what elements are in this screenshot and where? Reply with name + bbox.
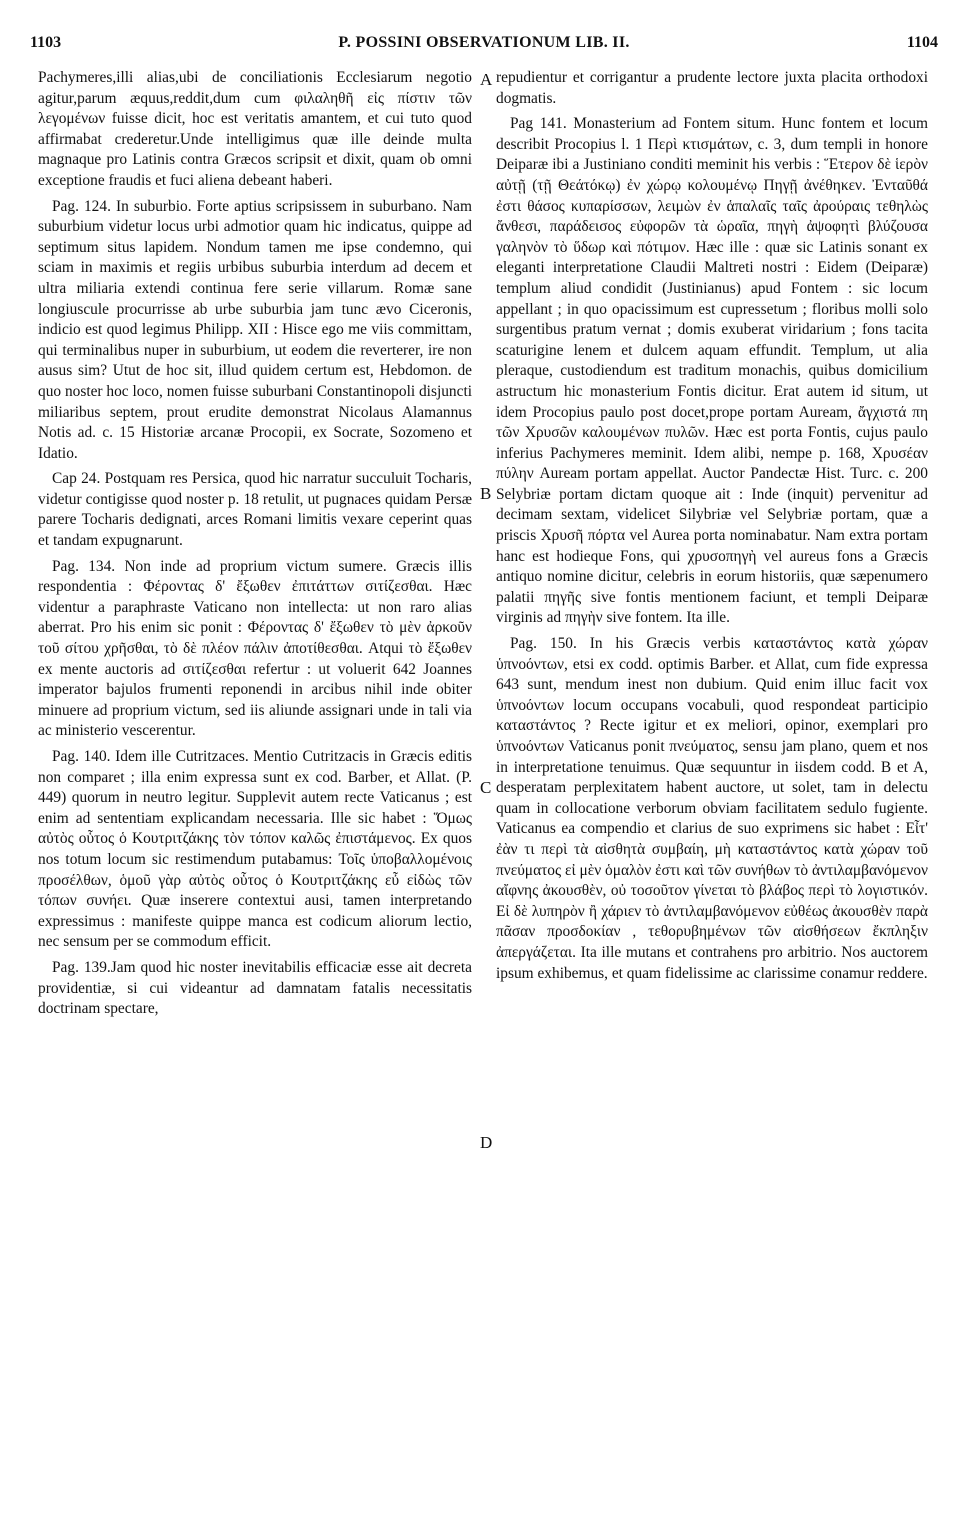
paragraph: Pag. 150. In his Græcis verbis καταστάντος κατὰ χώραν ὑπνοόντων, etsi ex codd. optimis Barber. et Allat, cum fide expressa 643 sunt, mendum inest non dubium. Quid enim illuc facit vox ὑπνοόντων locum occupans vocabuli, quod respondeat participio καταστάντος ? Recte igitur et ex meliori, opinor, exemplari pro ὑπνοόντων Vaticanus ponit πνεύματος, sensu jam plano, quem et nos in interpretatione tenuimus. Quæ sequuntur in iisdem codd. B et A, desperatam perplexitatem habent auctore, ut solet, tam in delectu quam in collocatione verborum obviam facilitatem sedulo fugiente. Vaticanus ea compendio et clarius de suo exprimens sic habet : Εἶτ' ἐὰν τι περὶ τὰ αἰσθητὰ συμβαίη, μὴ καταστάντος κατὰ χώραν τοῦ πνεύματος εἰ μὲν ὁμαλὸν ἐστι καὶ τῶν συνήθων τὸ ἀντιλαμβανόμενον αἴφνης ἀκουσθὲν, οὐ τοσοῦτον γίνεται τὸ βλάβος περὶ τὸ λογιστικόν. Εἰ δὲ λυπηρὸν ἢ χάριεν τὸ ἀντιλαμβανόμενον εὐθέως ἀκουσθὲν παρὰ πᾶσαν προσδοκίαν , τεθορυβημένων τῶν αἰσθήσεων ἔκπληξιν ἀπεργάζεται. Ita ille mutans et contrahens pro arbitrio. Nos auctorem ipsum exhibemus, et quam fidelissime ac clarissime conamur reddere. <box>496 635 928 982</box>
right-column <box>496 68 928 989</box>
margin-marker: A <box>480 70 493 89</box>
left-column <box>38 68 472 1025</box>
paragraph: Pag. 134. Non inde ad proprium victum sumere. Græcis illis respondentia : Φέροντας δ' ἔξωθεν ἐπιτάττων σιτίζεσθαι. Hæc videntur a paraphraste Vaticano non intellecta: ut non raro alias aberrat. Pro his enim sic ponit : Φέροντας δ' ἔξωθεν τὸ μὲν ἀρκοῦν τοῦ σίτου χρῆσθαι, τὸ δὲ πλέον πάλιν ἀποτίθεσθαι. Atqui τὸ ἔξωθεν ex mente auctoris ad σιτίζεσθαι refertur : ut voluerit 642 Joannes imperator bajulos frumenti reponendi in arcibus nihil inde obiter minuere ad proprium victum, sed iis aliunde assignari unde in tali via ac ministerio vescerentur. <box>38 557 472 740</box>
paragraph: Pag. 140. Idem ille Cutritzaces. Mentio Cutritzacis in Græcis editis non comparet ; illa enim expressa sunt ex cod. Barber, et Allat. (P. 449) quorum in neutro legitur. Supplevit autem recte Vaticanus ; est enim ad sententiam explicandam necessaria. Ille sic habet : Ὅμως αὐτὸς οὗτος ὁ Κουτριτζάκης τὸν τόπον καλῶς ἐπιστάμενος. Ex quos nos totum locum sic restimendum putabamus: Τοῖς ὑποβαλλομένοις προσέλθων, ὁμοῦ γὰρ αὐτὸς οὗτος ὁ Κουτριτζάκης εὖ εἰδὼς τῶν τόπων συνήει. Quæ inserere contextui ausi, tamen interpretando expressimus : manifeste quippe manca est codicum aliorum lectio, nec sensum per se commodum efficit. <box>38 748 472 951</box>
running-title: P. POSSINI OBSERVATIONUM LIB. II. <box>338 34 630 51</box>
paragraph: Cap 24. Postquam res Persica, quod hic narratur succuluit Tocharis, videtur contigisse quod noster p. 18 retulit, ut pugnaces quidam Persæ parere Tocharis dedignati, arces Romani limitis vexare ceperint quas et tandam expugnarunt. <box>38 470 472 550</box>
margin-marker: D <box>480 1133 493 1152</box>
running-header <box>30 34 938 58</box>
paragraph: Pag 141. Monasterium ad Fontem situm. Hunc fontem et locum describit Procopius l. 1 Περὶ κτισμάτων, c. 3, dum templi in honore Deiparæ ibi a Justiniano conditi meminit his verbis : Ἕτερον δὲ ἱερὸν αὐτῇ (τῇ Θεάτόκῳ) ἐν χώρῳ κολουμένῳ Πηγῇ ἀνέθηκεν. Ἐνταῦθά ἐστι θάσος κυπαρίσσων, λειμὼν ἐν ἁπαλαῖς ταῖς ἀρούραις τεθηλὼς ἄνθεσι, παράδεισος εὐφορῶν τὰ ὡραῖα, πηγὴ ἀψοφητὶ βλύζουσα γαληνὸν τὸ ὕδωρ καὶ πότιμον. Hæc ille : quæ sic Latinis sonant ex eleganti interpretatione Claudii Maltreti nostri : Eidem (Deiparæ) templum aliud condidit (Justinianus) apud Fontem : sic locum appellant ; in quo opacissimum est cupressetum ; floribus molli solo surgentibus pratum vernat ; domis exuberat viridarium ; fons tacita scaturigine lenem et dulcem aquam effundit. Templum, ut alia pleraque, custodiendum est traditum monachis, quibus domicilium astructum hic monasterium Fontis dicitur. Erat autem id situm, ut idem Procopius paulo post docet,prope portam Auream, ἄγχιστά πη τῶν Χρυσῶν καλουμένων πυλῶν. Hæc est porta Fontis, cujus paulo inferius Pachymeres meminit. Idem alibi, nempe p. 168, Χρυσέαν πύλην Auream portam appellat. Auctor Pandectæ Hist. Turc. c. 200 Selybriæ portam dictam quoque ait : Inde (inquit) pervenitur ad decimam sextam, videlicet Silybriæ vel Selybriæ portam, quæ a priscis Χρυσῆ πόρτα vel Aurea porta nominabatur. Nam extra portam hanc est hodieque Fons, qui χρυσοπηγὴ vel aureus fons a Græcis antiquo nomine dicitur, celebris in eorum historiis, quæ sæpenumero palatii πηγῆς sive fontis mentionem faciunt, et templi Deiparæ virginis ad πηγὴν sive fontem. Ita ille. <box>496 115 928 627</box>
paragraph: Pachymeres,illi alias,ubi de conciliationis Ecclesiarum negotio agitur,parum æquus,reddit,dum cum φιλαληθῆ εἰς πίστιν τῶν λεγομένων fuisse dicit, hoc est veritatis amantem, et cui tuto quod affirmabat crederetur.Unde intelligimus quæ ille deinde multa magnaque pro Latinis contra Græcos scripsit et dixit, quam ob omni exceptione fraudis et fuci aliena debeant haberi. <box>38 69 472 189</box>
paragraph: repudientur et corrigantur a prudente lectore juxta placita orthodoxi dogmatis. <box>496 69 928 107</box>
margin-marker: B <box>480 484 492 503</box>
paragraph: Pag. 124. In suburbio. Forte aptius scripsissem in suburbano. Nam suburbium videtur locus urbi admotior quam hic indicatus, quippe ad septimum situs lapidem. Nondum tamen me ipse condemno, qui sciam in maximis et regiis urbibus suburbia interdum ad decem et ultra miliaria extendi continua fere serie villarum. Romæ sane longiuscule procurrisse ab urbe suburbia jam tunc ævo Ciceronis, indicio est quod legimus Philipp. XII : Hisce ego me viis committam, qui terminalibus nuper in suburbium, ut eodem die reverterer, ire non ausus sim? Utut de hoc sit, illud quidem certum est, Hebdomon. de quo noster hoc loco, nomen fuisse suburbani Constantinopoli disjuncti miliaribus septem, prout erudite demonstrat Nicolaus Alamannus Notis ad. c. 15 Historiæ arcanæ Procopii, ex Socrate, Sozomeno et Idatio. <box>38 197 472 462</box>
page-number-right: 1104 <box>906 34 938 51</box>
margin-marker: C <box>480 778 492 797</box>
page-number-left: 1103 <box>30 34 62 51</box>
paragraph: Pag. 139.Jam quod hic noster inevitabilis efficaciæ esse ait decreta providentiæ, si cui videantur ad damnatam fatalis necessitatis doctrinam spectare, <box>38 958 472 1018</box>
